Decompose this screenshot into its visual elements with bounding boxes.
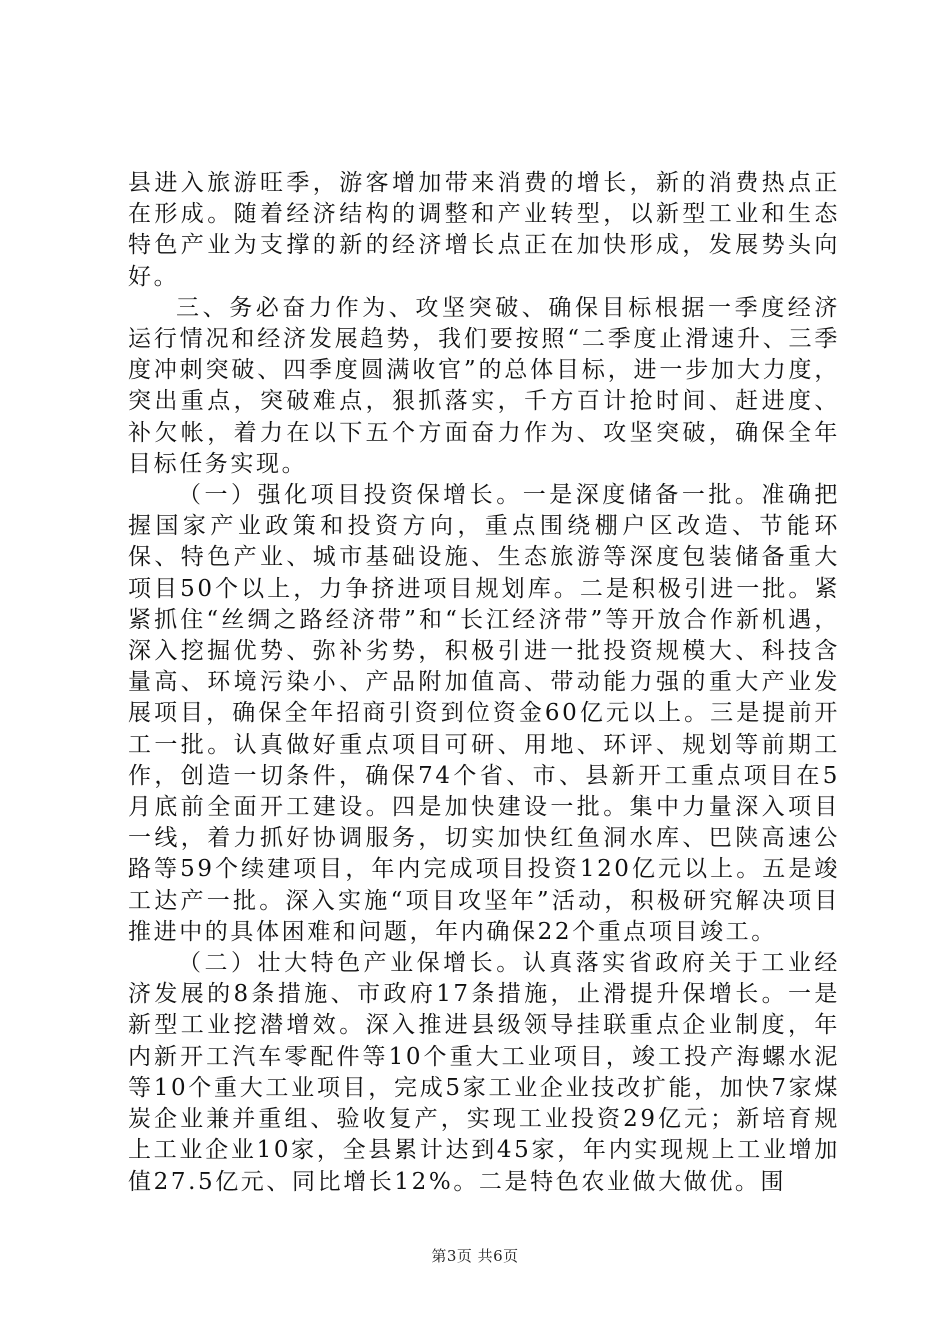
paragraph-continuation: 县进入旅游旺季，游客增加带来消费的增长，新的消费热点正在形成。随着经济结构的调整和产业转型，以新型工业和生态特色产业为支撑的新的经济增长点正在加快形成，发展势头向好。 — [128, 170, 840, 290]
paragraph-item-one: （一）强化项目投资保增长。一是深度储备一批。准确把握国家产业政策和投资方向，重点围绕棚户区改造、节能环保、特色产业、城市基础设施、生态旅游等深度包装储备重大项目50个以上，力争挤进项目规划库。二是积极引进一批。紧紧抓住“丝绸之路经济带”和“长江经济带”等开放合作新机遇，深入挖掘优势、弥补劣势，积极引进一批投资规模大、科技含量高、环境污染小、产品附加值高、带动能力强的重大产业发展项目，确保全年招商引资到位资金60亿元以上。三是提前开工一批。认真做好重点项目可研、用地、环评、规划等前期工作，创造一切条件，确保74个省、市、县新开工重点项目在5月底前全面开工建设。四是加快建设一批。集中力量深入项目一线，着力抓好协调服务，切实加快红鱼洞水库、巴陕高速公路等59个续建项目，年内完成项目投资120亿元以上。五是竣工达产一批。深入实施“项目攻坚年”活动，积极研究解决项目推进中的具体困难和问题，年内确保22个重点项目竣工。 — [128, 482, 840, 945]
paragraph-item-two: （二）壮大特色产业保增长。认真落实省政府关于工业经济发展的8条措施、市政府17条措施，止滑提升保增长。一是新型工业挖潜增效。深入推进县级领导挂联重点企业制度，年内新开工汽车零配件等10个重大工业项目，竣工投产海螺水泥等10个重大工业项目，完成5家工业企业技改扩能，加快7家煤炭企业兼并重组、验收复产，实现工业投资29亿元；新培育规上工业企业10家，全县累计达到45家，年内实现规上工业增加值27.5亿元、同比增长12%。二是特色农业做大做优。围 — [128, 950, 840, 1195]
page-number-footer: 第3页 共6页 — [431, 1247, 519, 1265]
paragraph-section-three: 三、务必奋力作为、攻坚突破、确保目标根据一季度经济运行情况和经济发展趋势，我们要按照“二季度止滑速升、三季度冲刺突破、四季度圆满收官”的总体目标，进一步加大力度，突出重点，突破难点，狠抓落实，千方百计抢时间、赶进度、补欠帐，着力在以下五个方面奋力作为、攻坚突破，确保全年目标任务实现。 — [128, 294, 840, 477]
document-body — [128, 168, 840, 1198]
